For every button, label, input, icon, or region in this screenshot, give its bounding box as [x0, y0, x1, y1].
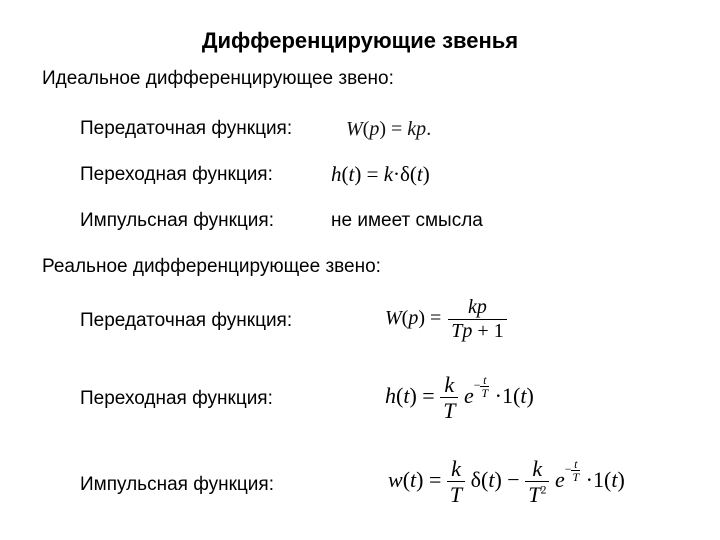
ideal-step-label: Переходная функция:: [80, 164, 273, 185]
ideal-heading: Идеальное дифференцирующее звено:: [42, 68, 394, 89]
real-transfer-label: Передаточная функция:: [80, 310, 293, 331]
real-impulse-label: Импульсная функция:: [80, 474, 274, 495]
ideal-impulse-value: не имеет смысла: [331, 210, 483, 231]
real-step-label: Переходная функция:: [80, 388, 273, 409]
real-transfer-formula: W(p) = $\frac{kp}{Tp + 1}$: [385, 296, 507, 343]
real-step-formula: h(t) = $\frac{k}{T}$ $e^{- \frac{t}{T}}$ ·1(t): [385, 372, 534, 424]
real-impulse-formula: w(t) = $\frac{k}{T}$ δ(t) − $\frac{k}{T^2}$ $e^{- \frac{t}{T}}$ ·1(t): [388, 456, 625, 508]
real-heading: Реальное дифференцирующее звено:: [42, 256, 381, 277]
ideal-step-formula: h(t) = k·δ(t): [331, 162, 430, 186]
ideal-transfer-formula: W(p) = kp.: [346, 118, 432, 140]
ideal-transfer-label: Передаточная функция:: [80, 118, 293, 139]
slide-title: Дифференцирующие звенья: [201, 28, 519, 53]
ideal-impulse-label: Импульсная функция:: [80, 210, 274, 231]
